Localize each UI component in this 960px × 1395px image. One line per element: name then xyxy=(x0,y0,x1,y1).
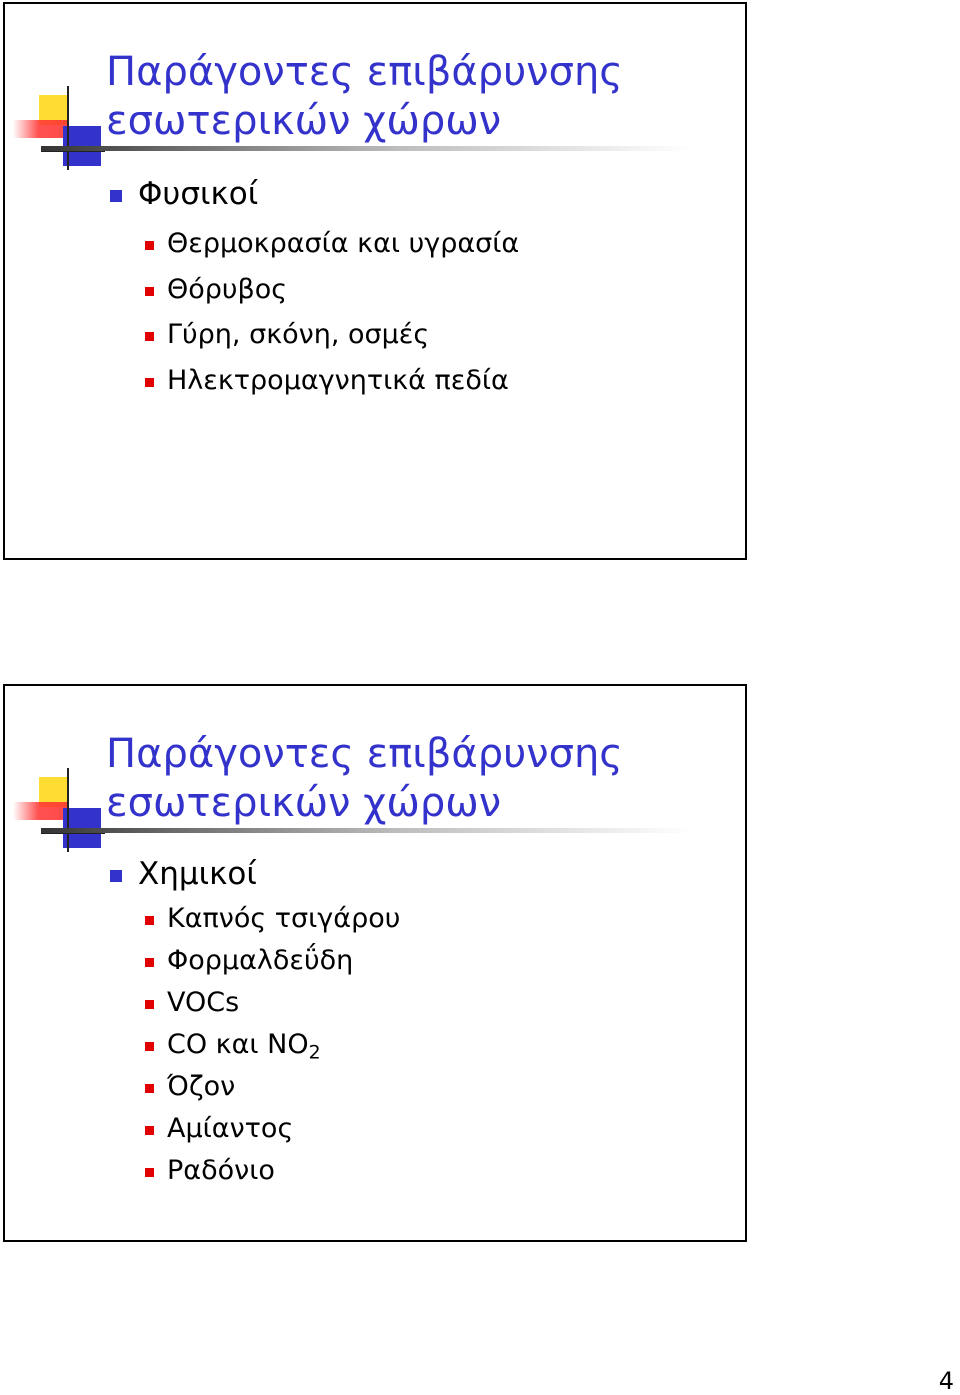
square-bullet-icon xyxy=(145,332,154,341)
square-bullet-icon xyxy=(145,378,154,387)
slide-logo-icon xyxy=(13,764,113,854)
square-bullet-icon xyxy=(145,1126,154,1135)
square-bullet-icon xyxy=(145,1168,154,1177)
slide-title-line-2: εσωτερικών χώρων xyxy=(106,780,502,826)
square-bullet-icon xyxy=(145,1084,154,1093)
slide-title-line-1: Παράγοντες επιβάρυνσης xyxy=(106,49,623,95)
square-bullet-icon xyxy=(145,241,154,250)
square-bullet-icon xyxy=(110,190,122,202)
square-bullet-icon xyxy=(145,1042,154,1051)
square-bullet-icon xyxy=(145,958,154,967)
slide-title-line-1: Παράγοντες επιβάρυνσης xyxy=(106,731,623,777)
square-bullet-icon xyxy=(145,287,154,296)
subscript: 2 xyxy=(308,1041,321,1064)
slide-title-line-2: εσωτερικών χώρων xyxy=(106,98,502,144)
title-underline xyxy=(41,146,691,151)
slide-title xyxy=(106,48,623,146)
page-number: 4 xyxy=(938,1367,954,1395)
slide-1: Παράγοντες επιβάρυνσης εσωτερικών χώρων Φυσικοί Θερμοκρασία και υγρασία Θόρυβος Γύρη, σκόνη, οσμές Ηλεκτρομαγνητικά πεδία xyxy=(3,2,747,560)
square-bullet-icon xyxy=(145,916,154,925)
title-underline xyxy=(41,828,691,833)
square-bullet-icon xyxy=(110,870,122,882)
category-heading-text: Φυσικοί xyxy=(138,176,259,212)
list-item-text: CO και NO xyxy=(167,1029,309,1060)
square-bullet-icon xyxy=(145,1000,154,1009)
slide-title xyxy=(106,730,623,828)
slide-2: Παράγοντες επιβάρυνσης εσωτερικών χώρων Χημικοί Καπνός τσιγάρου Φορμαλδεΰδη VOCs CO και $NO_2$ Όζον Αμίαντος Ραδόνιο xyxy=(3,684,747,1242)
slide-logo-icon xyxy=(13,82,113,172)
category-heading-text: Χημικοί xyxy=(138,856,257,892)
